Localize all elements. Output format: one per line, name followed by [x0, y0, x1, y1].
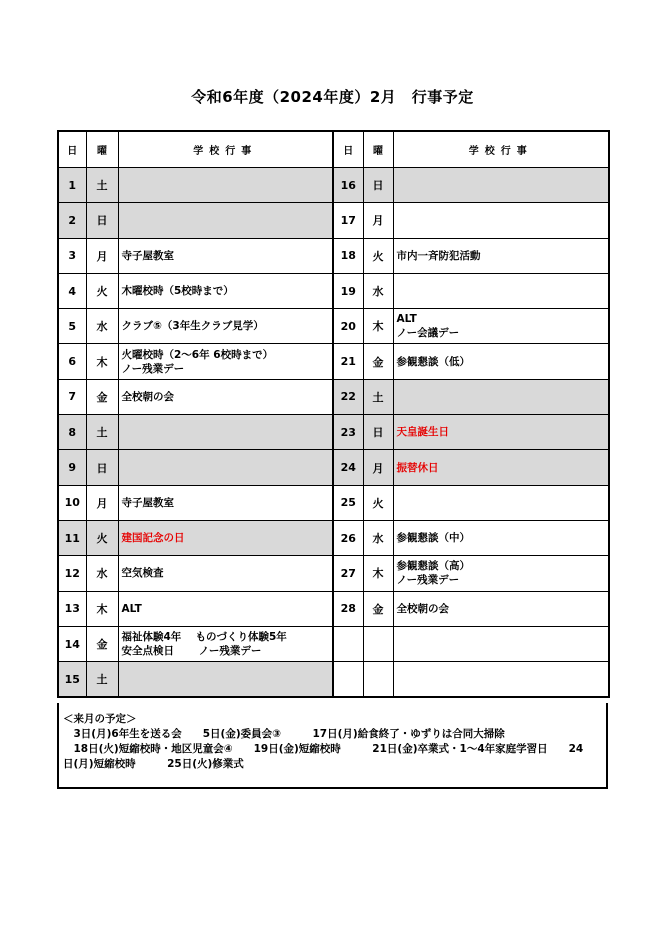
day-number	[333, 626, 363, 661]
day-of-week: 火	[86, 520, 118, 555]
day-number: 21	[333, 344, 363, 379]
day-of-week: 土	[86, 415, 118, 450]
table-row	[58, 168, 609, 203]
event-cell	[118, 626, 333, 661]
event-cell	[393, 379, 609, 414]
header-dow: 曜	[86, 131, 118, 168]
event-text: ノー会議デー	[396, 327, 460, 340]
day-number: 28	[333, 591, 363, 626]
event-text: 木曜校時（5校時まで）	[121, 285, 234, 298]
event-cell	[118, 238, 333, 273]
day-number: 11	[58, 520, 86, 555]
day-number: 7	[58, 379, 86, 414]
day-of-week: 月	[86, 238, 118, 273]
day-number: 20	[333, 309, 363, 344]
day-number: 25	[333, 485, 363, 520]
day-of-week: 土	[86, 168, 118, 203]
day-of-week: 月	[86, 485, 118, 520]
header-event: 学校行事	[393, 131, 609, 168]
event-cell	[393, 309, 609, 344]
event-cell	[393, 591, 609, 626]
day-of-week: 水	[363, 520, 393, 555]
next-month-line: 日(月)短縮校時 25日(火)修業式	[63, 758, 244, 770]
day-of-week: 日	[363, 415, 393, 450]
event-cell	[393, 520, 609, 555]
day-of-week: 日	[86, 203, 118, 238]
table-row	[58, 203, 609, 238]
day-number: 8	[58, 415, 86, 450]
day-of-week: 木	[86, 591, 118, 626]
day-number: 24	[333, 450, 363, 485]
event-text: 全校朝の会	[396, 602, 449, 615]
event-cell	[393, 556, 609, 591]
day-of-week: 水	[86, 556, 118, 591]
event-cell	[118, 556, 333, 591]
day-number: 16	[333, 168, 363, 203]
event-cell	[393, 662, 609, 698]
header-event: 学校行事	[118, 131, 333, 168]
day-of-week: 日	[363, 168, 393, 203]
day-of-week: 木	[363, 556, 393, 591]
day-number: 6	[58, 344, 86, 379]
table-header-row	[58, 131, 609, 168]
event-text: 寺子屋教室	[121, 249, 174, 262]
event-cell	[118, 450, 333, 485]
event-cell	[118, 591, 333, 626]
event-text: ALT	[121, 602, 142, 615]
table-row	[58, 238, 609, 273]
day-of-week: 金	[86, 379, 118, 414]
event-cell	[393, 273, 609, 308]
event-cell	[393, 450, 609, 485]
day-number: 17	[333, 203, 363, 238]
day-of-week: 土	[86, 662, 118, 698]
day-number: 14	[58, 626, 86, 661]
day-of-week	[363, 662, 393, 698]
event-cell	[393, 344, 609, 379]
day-of-week: 月	[363, 450, 393, 485]
event-text: ALT	[396, 313, 417, 326]
event-text: 参観懇談（中）	[396, 532, 470, 545]
event-text: 火曜校時（2～6年 6校時まで）	[121, 348, 274, 361]
event-cell	[118, 662, 333, 698]
table-row	[58, 662, 609, 698]
event-cell	[118, 168, 333, 203]
day-number: 4	[58, 273, 86, 308]
day-number: 26	[333, 520, 363, 555]
next-month-line: 3日(月)6年生を送る会 5日(金)委員会③ 17日(月)給食終了・ゆずりは合同大掃除	[63, 728, 505, 740]
day-number: 27	[333, 556, 363, 591]
event-cell	[118, 344, 333, 379]
event-text: ノー残業デー	[121, 362, 185, 375]
table-row	[58, 379, 609, 414]
day-number: 10	[58, 485, 86, 520]
event-text: 建国記念の日	[121, 532, 185, 545]
next-month-schedule	[57, 703, 608, 789]
event-text: 振替休日	[396, 461, 439, 474]
event-cell	[118, 415, 333, 450]
event-cell	[118, 379, 333, 414]
event-text: 市内一斉防犯活動	[396, 249, 481, 262]
table-row	[58, 626, 609, 661]
table-row	[58, 309, 609, 344]
table-row	[58, 556, 609, 591]
event-cell	[118, 203, 333, 238]
day-number	[333, 662, 363, 698]
event-cell	[118, 273, 333, 308]
table-row	[58, 485, 609, 520]
day-of-week: 金	[363, 344, 393, 379]
table-row	[58, 415, 609, 450]
page-title: 令和6年度（2024年度）2月 行事予定	[191, 88, 474, 106]
event-text: 全校朝の会	[121, 390, 174, 403]
event-text: 空気検査	[121, 567, 164, 580]
event-text: 天皇誕生日	[396, 426, 449, 439]
event-cell	[118, 309, 333, 344]
day-number: 23	[333, 415, 363, 450]
day-of-week: 日	[86, 450, 118, 485]
day-number: 15	[58, 662, 86, 698]
day-of-week: 木	[363, 309, 393, 344]
day-of-week: 木	[86, 344, 118, 379]
day-number: 2	[58, 203, 86, 238]
day-of-week: 月	[363, 203, 393, 238]
event-cell	[393, 203, 609, 238]
event-cell	[118, 520, 333, 555]
day-number: 19	[333, 273, 363, 308]
schedule-table	[57, 130, 610, 698]
event-text: 参観懇談（高）	[396, 560, 470, 573]
event-text: ノー残業デー	[396, 574, 460, 587]
table-row	[58, 344, 609, 379]
day-number: 13	[58, 591, 86, 626]
day-of-week: 金	[86, 626, 118, 661]
day-of-week: 火	[363, 485, 393, 520]
table-row	[58, 450, 609, 485]
day-of-week: 金	[363, 591, 393, 626]
day-number: 5	[58, 309, 86, 344]
header-dow: 曜	[363, 131, 393, 168]
event-cell	[393, 626, 609, 661]
event-cell	[393, 485, 609, 520]
event-cell	[393, 168, 609, 203]
day-number: 12	[58, 556, 86, 591]
next-month-line: 18日(火)短縮校時・地区児童会④ 19日(金)短縮校時 21日(金)卒業式・1～4年家庭学習日 24	[63, 743, 584, 755]
day-number: 1	[58, 168, 86, 203]
table-row	[58, 591, 609, 626]
day-number: 3	[58, 238, 86, 273]
header-day: 日	[58, 131, 86, 168]
day-number: 18	[333, 238, 363, 273]
event-text: 福祉体験4年 ものづくり体験5年	[121, 631, 287, 643]
event-text: クラブ⑤（3年生クラブ見学）	[121, 320, 264, 333]
event-cell	[393, 415, 609, 450]
event-text: 参観懇談（低）	[396, 355, 470, 368]
day-number: 9	[58, 450, 86, 485]
day-of-week	[363, 626, 393, 661]
table-row	[58, 273, 609, 308]
event-text: 寺子屋教室	[121, 496, 174, 509]
day-number: 22	[333, 379, 363, 414]
day-of-week: 土	[363, 379, 393, 414]
table-row	[58, 520, 609, 555]
event-cell	[118, 485, 333, 520]
day-of-week: 水	[363, 273, 393, 308]
event-cell	[393, 238, 609, 273]
header-day: 日	[333, 131, 363, 168]
next-month-heading: ＜来月の予定＞	[63, 713, 137, 725]
day-of-week: 火	[363, 238, 393, 273]
event-text: 安全点検日 ノー残業デー	[121, 645, 262, 657]
day-of-week: 火	[86, 273, 118, 308]
day-of-week: 水	[86, 309, 118, 344]
